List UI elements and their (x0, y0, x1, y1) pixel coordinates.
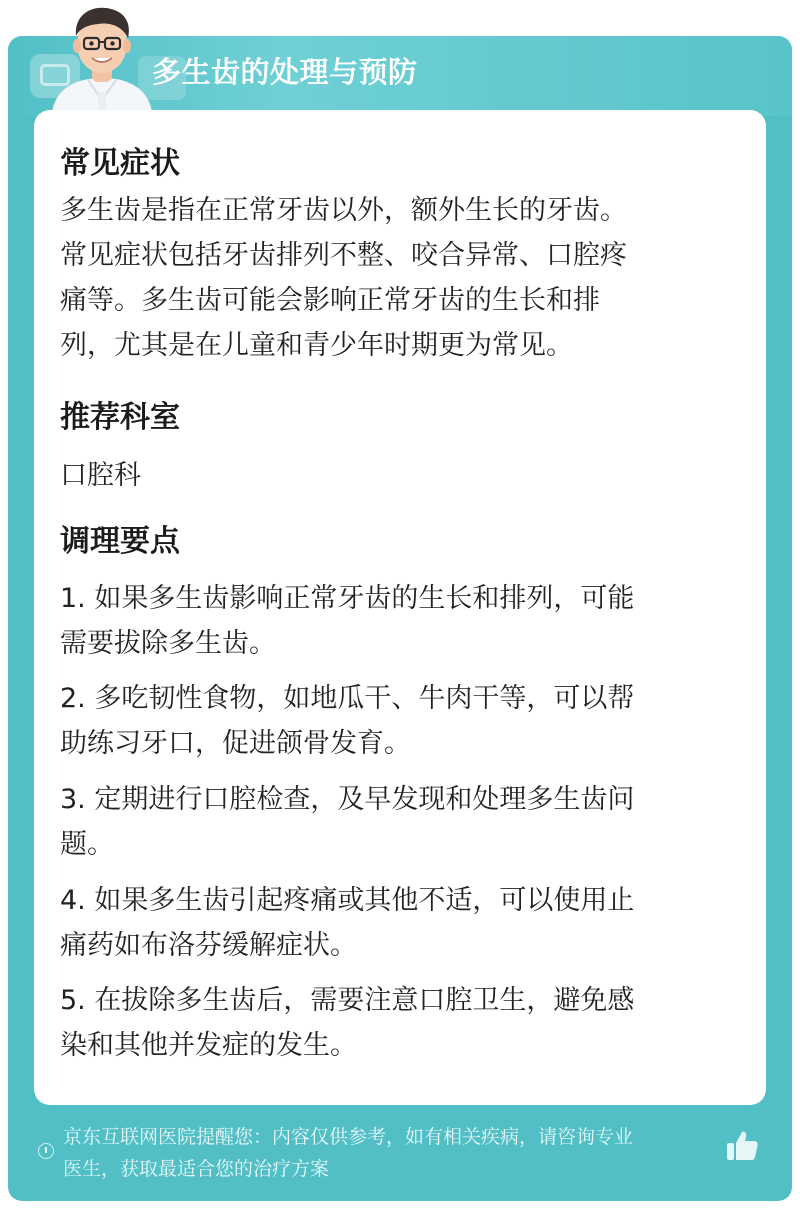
page-title: 多生齿的处理与预防 (152, 55, 418, 89)
care-item-line: 染和其他并发症的发生。 (60, 1030, 357, 1061)
care-item-line: 3. 定期进行口腔检查，及早发现和处理多生齿问 (60, 784, 635, 815)
care-item (60, 777, 740, 867)
care-item-line: 题。 (60, 829, 114, 860)
care-item-line: 需要拔除多生齿。 (60, 628, 276, 659)
info-icon (38, 1143, 54, 1159)
symptoms-line: 痛等。多生齿可能会影响正常牙齿的生长和排 (60, 285, 600, 316)
care-item (60, 978, 740, 1068)
symptoms-text (60, 188, 740, 368)
care-item-line: 2. 多吃韧性食物，如地瓜干、牛肉干等，可以帮 (60, 683, 635, 714)
disclaimer-line: 京东互联网医院提醒您：内容仅供参考，如有相关疾病，请咨询专业 (63, 1126, 634, 1148)
symptoms-line: 列，尤其是在儿童和青少年时期更为常见。 (60, 330, 573, 361)
care-item-line: 痛药如布洛芬缓解症状。 (60, 930, 357, 961)
disclaimer (63, 1121, 733, 1185)
care-item-line: 1. 如果多生齿影响正常牙齿的生长和排列，可能 (60, 583, 635, 614)
symptoms-line: 常见症状包括牙齿排列不整、咬合异常、口腔疼 (60, 240, 627, 271)
symptoms-line: 多生齿是指在正常牙齿以外，额外生长的牙齿。 (60, 195, 627, 226)
department-heading: 推荐科室 (60, 400, 180, 435)
care-item (60, 878, 740, 968)
care-item-line: 助练习牙口，促进颌骨发育。 (60, 728, 411, 759)
care-item-line: 5. 在拔除多生齿后，需要注意口腔卫生，避免感 (60, 985, 635, 1016)
symptoms-heading: 常见症状 (60, 146, 180, 181)
care-heading: 调理要点 (60, 524, 180, 559)
content-panel (34, 110, 766, 1105)
care-item (60, 576, 740, 666)
department-text: 口腔科 (60, 460, 141, 491)
care-item-line: 4. 如果多生齿引起疼痛或其他不适，可以使用止 (60, 885, 635, 916)
thumbs-up-icon[interactable] (724, 1128, 760, 1164)
care-item (60, 676, 740, 766)
disclaimer-line: 医生，获取最适合您的治疗方案 (63, 1158, 330, 1180)
doctor-avatar (48, 0, 156, 112)
